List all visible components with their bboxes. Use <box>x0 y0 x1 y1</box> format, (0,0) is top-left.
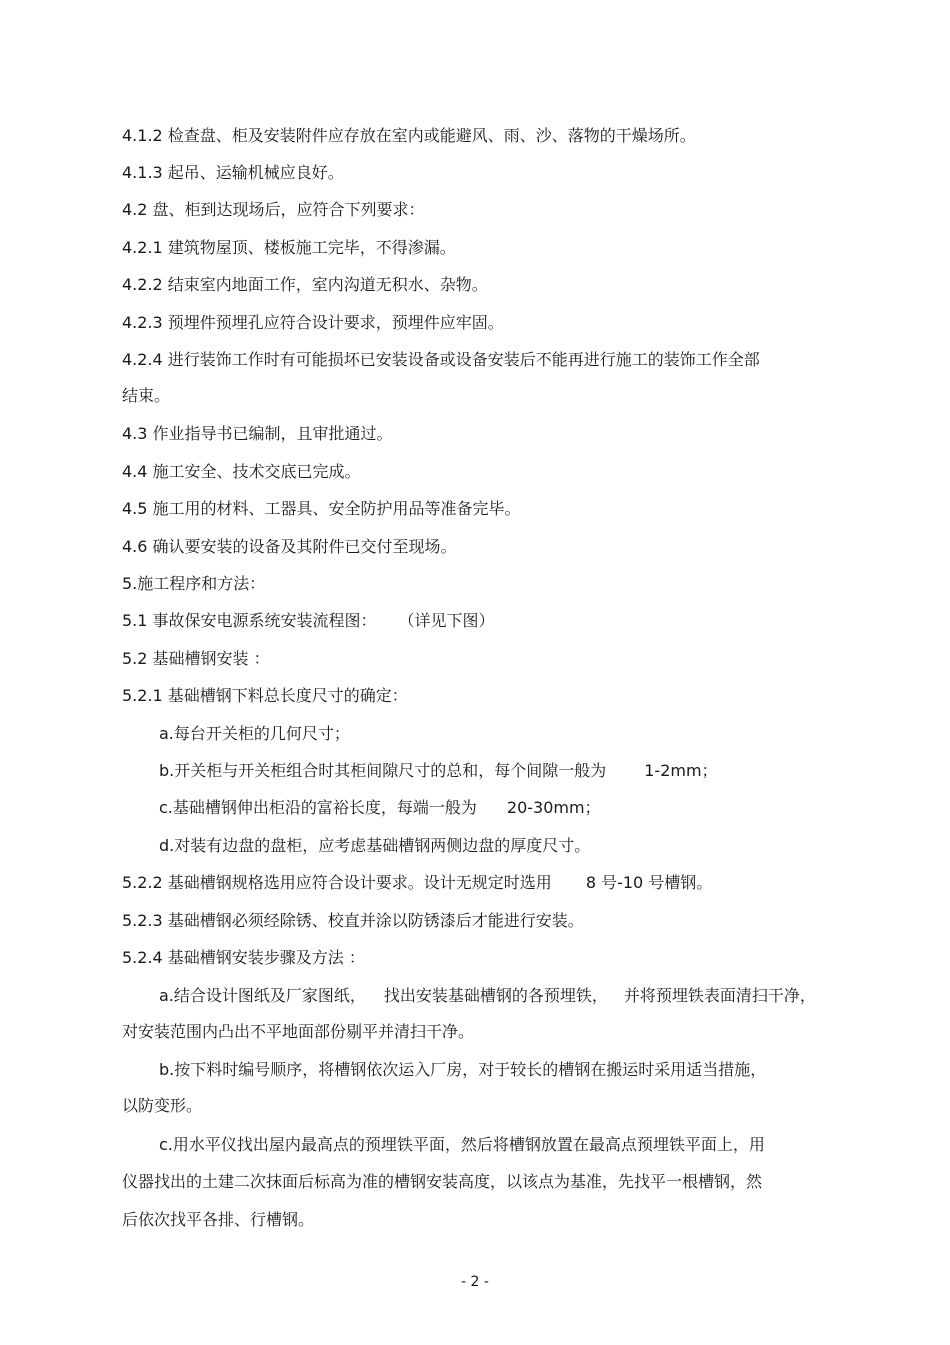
para-4-5: 4.5 施工用的材料、工器具、安全防护用品等准备完毕。 <box>122 499 521 518</box>
section-5-heading: 5.施工程序和方法： <box>122 574 266 593</box>
step-c-cont-2: 后依次找平各排、行槽钢。 <box>122 1210 315 1229</box>
para-5-1-text: 5.1 事故保安电源系统安装流程图： <box>122 611 377 630</box>
item-d-side-panel: d.对装有边盘的盘柜，应考虑基础槽钢两侧边盘的厚度尺寸。 <box>159 836 591 855</box>
item-b-value: 1-2mm； <box>644 761 718 780</box>
para-4-2-1: 4.2.1 建筑物屋顶、楼板施工完毕，不得渗漏。 <box>122 238 456 257</box>
item-c-overhang <box>159 798 880 818</box>
step-a-part1: a.结合设计图纸及厂家图纸， <box>159 986 366 1005</box>
item-c-value: 20-30mm； <box>506 798 601 817</box>
para-4-2-3: 4.2.3 预埋件预埋孔应符合设计要求，预埋件应牢固。 <box>122 313 504 332</box>
para-5-2-3: 5.2.3 基础槽钢必须经除锈、校直并涂以防锈漆后才能进行安装。 <box>122 911 584 930</box>
page-number: - 2 - <box>461 1274 489 1290</box>
para-5-2-2-value: 8 号-10 号槽钢。 <box>585 873 713 892</box>
para-4-4: 4.4 施工安全、技术交底已完成。 <box>122 462 361 481</box>
para-5-2-2 <box>122 873 880 893</box>
para-4-1-3: 4.1.3 起吊、运输机械应良好。 <box>122 163 344 182</box>
step-c: c.用水平仪找出屋内最高点的预埋铁平面，然后将槽钢放置在最高点预埋铁平面上，用 <box>159 1135 765 1154</box>
para-4-1-2: 4.1.2 检查盘、柜及安装附件应存放在室内或能避风、雨、沙、落物的干燥场所。 <box>122 126 696 145</box>
item-a-cabinet-size: a.每台开关柜的几何尺寸； <box>159 724 350 743</box>
para-4-2-4: 4.2.4 进行装饰工作时有可能损坏已安装设备或设备安装后不能再进行施工的装饰工作全部 <box>122 350 760 369</box>
para-4-2-2: 4.2.2 结束室内地面工作，室内沟道无积水、杂物。 <box>122 275 488 294</box>
para-4-6: 4.6 确认要安装的设备及其附件已交付至现场。 <box>122 537 457 556</box>
para-4-2-4-cont: 结束。 <box>122 386 171 405</box>
para-5-2-2-text: 5.2.2 基础槽钢规格选用应符合设计要求。设计无规定时选用 <box>122 873 552 892</box>
item-c-text: c.基础槽钢伸出柜沿的富裕长度，每端一般为 <box>159 798 477 817</box>
para-5-2-1: 5.2.1 基础槽钢下料总长度尺寸的确定： <box>122 686 408 705</box>
step-a-part2: 找出安装基础槽钢的各预埋铁， <box>383 986 608 1005</box>
para-5-2-4: 5.2.4 基础槽钢安装步骤及方法 ： <box>122 948 365 967</box>
para-4-3: 4.3 作业指导书已编制，且审批通过。 <box>122 424 393 443</box>
step-b: b.按下料时编号顺序，将槽钢依次运入厂房，对于较长的槽钢在搬运时采用适当措施， <box>159 1060 767 1079</box>
step-b-cont: 以防变形。 <box>122 1096 203 1115</box>
para-5-2: 5.2 基础槽钢安装 ： <box>122 649 270 668</box>
para-5-1 <box>122 611 880 631</box>
para-5-1-note: （详见下图） <box>398 611 495 630</box>
para-4-2: 4.2 盘、柜到达现场后，应符合下列要求： <box>122 200 425 219</box>
step-a-part3: 并将预埋铁表面清扫干净， <box>623 986 816 1005</box>
step-a <box>159 986 880 1006</box>
item-b-gap-total <box>159 761 880 781</box>
step-a-cont: 对安装范围内凸出不平地面部份剔平并清扫干净。 <box>122 1022 475 1041</box>
item-b-text: b.开关柜与开关柜组合时其柜间隙尺寸的总和，每个间隙一般为 <box>159 761 607 780</box>
step-c-cont-1: 仪器找出的土建二次抹面后标高为准的槽钢安装高度，以该点为基准，先找平一根槽钢，然 <box>122 1172 763 1191</box>
